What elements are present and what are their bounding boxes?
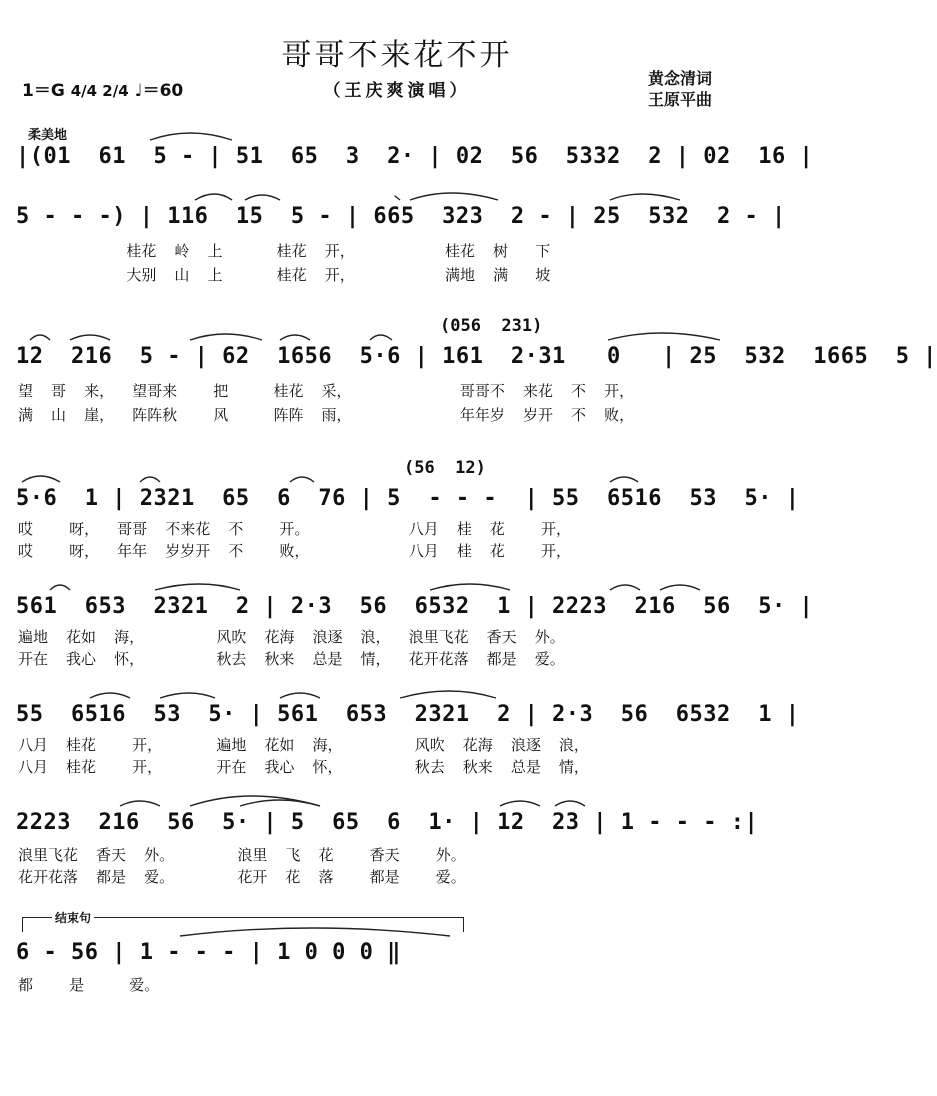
notation-line: 561 653 2321 2 | 2·3 56 6532 1 | 2223 216 56 5· |	[16, 594, 814, 619]
lyrics-verse-1: 桂花 岭 上 桂花 开， 桂花 树 下	[18, 242, 551, 260]
lyrics-verse-1: 哎 呀， 哥哥 不来花 不 开。 八月 桂 花 开，	[18, 520, 572, 538]
bracket-notes: (056 231)	[440, 316, 543, 336]
composer-credit: 王原平曲	[648, 90, 713, 109]
expression-marking: 柔美地	[28, 128, 68, 143]
notation-line: 55 6516 53 5· | 561 653 2321 2 | 2·3 56 6532 1 |	[16, 702, 800, 727]
bracket-notes: (56 12)	[404, 458, 486, 478]
lyrics-verse-1: 遍地 花如 海， 风吹 花海 浪逐 浪， 浪里飞花 香天 外。	[18, 628, 565, 646]
notation-line: |(01 61 5 - | 51 65 3 2· | 02 56 5332 2 | 02 16 |	[16, 144, 814, 169]
lyrics-verse-1: 都 是 爱。	[18, 976, 160, 994]
lyrics-verse-2: 哎 呀， 年年 岁岁开 不 败， 八月 桂 花 开，	[18, 542, 572, 560]
song-title: 哥哥不来花不开	[281, 38, 513, 73]
lyrics-verse-2: 花开花落 都是 爱。 花开 花 落 都是 爱。	[18, 868, 466, 886]
key-signature: 1＝G	[22, 81, 65, 101]
lyrics-verse-1: 浪里飞花 香天 外。 浪里 飞 花 香天 外。	[18, 846, 466, 864]
notation-line: 5·6 1 | 2321 65 6 76 | 5 - - - | 55 6516 53 5· |	[16, 486, 800, 511]
lyrics-verse-2: 开在 我心 怀， 秋去 秋来 总是 情， 花开花落 都是 爱。	[18, 650, 565, 668]
tempo-marking: ♩＝60	[134, 81, 184, 101]
lyricist-credit: 黄念清词	[648, 69, 713, 88]
lyrics-verse-2: 满 山 崖， 阵阵秋 风 阵阵 雨， 年年岁 岁开 不 败，	[18, 406, 635, 424]
key-and-tempo	[22, 76, 183, 101]
lyrics-verse-2: 八月 桂花 开， 开在 我心 怀， 秋去 秋来 总是 情，	[18, 758, 589, 776]
credits	[648, 68, 712, 110]
notation-line: 2223 216 56 5· | 5 65 6 1· | 12 23 | 1 - - - :|	[16, 810, 759, 835]
lyrics-verse-1: 望 哥 来， 望哥来 把 桂花 采， 哥哥不 来花 不 开，	[18, 382, 635, 400]
lyrics-verse-1: 八月 桂花 开， 遍地 花如 海， 风吹 花海 浪逐 浪，	[18, 736, 589, 754]
singer-subtitle: （王庆爽演唱）	[323, 81, 471, 101]
time-signature: 4/4 2/4	[70, 82, 129, 100]
notation-line: 12 216 5 - | 62 1656 5·6 | 161 2·31 0 | 25 532 1665 5 |	[16, 344, 937, 369]
notation-line: 5 - - -) | 116 15 5 - | 665 323 2 - | 25 532 2 - |	[16, 204, 786, 229]
notation-line: 6 - 56 | 1 - - - | 1 0 0 0 ‖	[16, 940, 401, 965]
ending-label: 结束句	[52, 909, 94, 926]
lyrics-verse-2: 大别 山 上 桂花 开， 满地 满 坡	[18, 266, 551, 284]
